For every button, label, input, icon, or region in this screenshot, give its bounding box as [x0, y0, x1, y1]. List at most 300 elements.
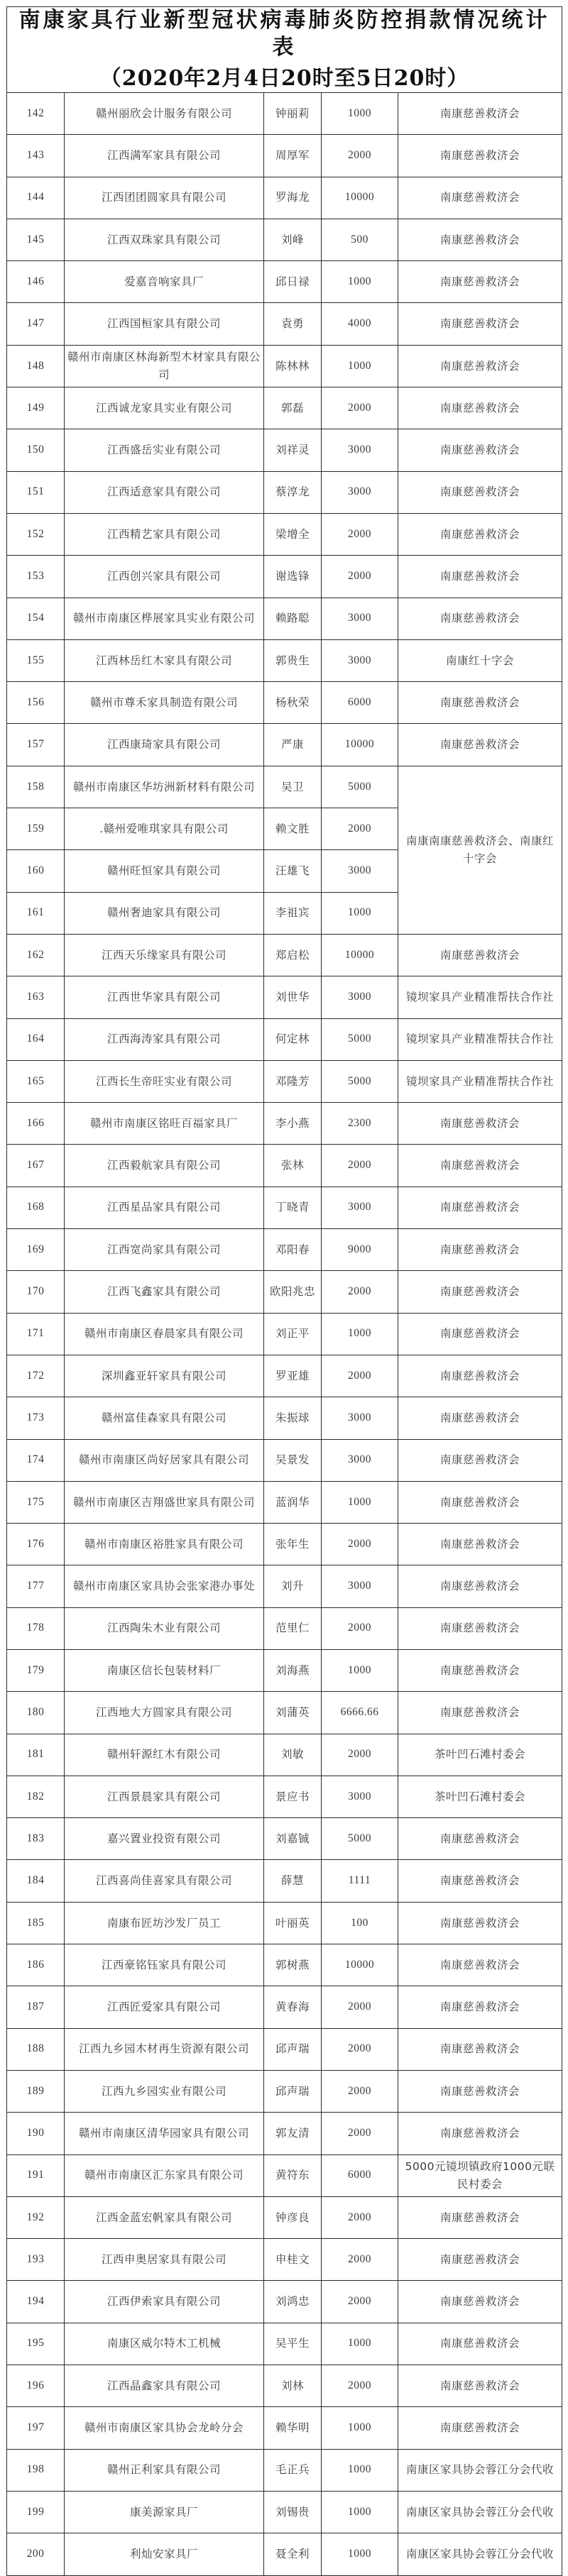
row-number-cell: 170 — [7, 1271, 65, 1313]
donation-amount-cell: 3000 — [322, 429, 398, 471]
row-number-cell: 167 — [7, 1145, 65, 1187]
recipient-cell: 南康慈善救济会 — [398, 2407, 562, 2449]
table-row — [7, 429, 562, 471]
row-number-cell: 144 — [7, 177, 65, 219]
recipient-cell: 南康慈善救济会 — [398, 1818, 562, 1860]
donation-amount-cell: 9000 — [322, 1229, 398, 1271]
donation-amount-cell: 10000 — [322, 724, 398, 766]
donor-name-cell: 景应书 — [264, 1776, 322, 1817]
row-number-cell: 185 — [7, 1902, 65, 1944]
donation-amount-cell: 2000 — [322, 2239, 398, 2281]
row-number-cell: 166 — [7, 1103, 65, 1145]
recipient-cell: 南康慈善救济会 — [398, 1986, 562, 2028]
donation-amount-cell: 2000 — [322, 513, 398, 555]
donation-amount-cell: 3000 — [322, 976, 398, 1018]
recipient-cell: 南康慈善救济会 — [398, 1944, 562, 1986]
recipient-cell: 南康区家具协会蓉江分会代收 — [398, 2533, 562, 2575]
table-row — [7, 1902, 562, 1944]
table-row — [7, 766, 562, 808]
row-number-cell: 151 — [7, 471, 65, 513]
table-row — [7, 345, 562, 387]
row-number-cell: 155 — [7, 639, 65, 681]
table-row — [7, 1103, 562, 1145]
donor-name-cell: 聂全利 — [264, 2533, 322, 2575]
donor-name-cell: 谢选锋 — [264, 556, 322, 598]
company-name-cell: 江西豪铭钰家具有限公司 — [65, 1944, 264, 1986]
donor-name-cell: 刘嘉铖 — [264, 1818, 322, 1860]
row-number-cell: 157 — [7, 724, 65, 766]
donation-amount-cell: 2000 — [322, 1271, 398, 1313]
donor-name-cell: 严康 — [264, 724, 322, 766]
donation-amount-cell: 1000 — [322, 2407, 398, 2449]
table-row — [7, 1944, 562, 1986]
donor-name-cell: 刘蒲英 — [264, 1692, 322, 1734]
recipient-cell: 镜坝家具产业精准帮扶合作社 — [398, 1060, 562, 1102]
donor-name-cell: 刘海燕 — [264, 1649, 322, 1691]
donor-name-cell: 赖文胜 — [264, 808, 322, 850]
donation-amount-cell: 5000 — [322, 1018, 398, 1060]
title-row — [7, 7, 562, 93]
company-name-cell: 南康区威尔特木工机械 — [65, 2323, 264, 2365]
donor-name-cell: 李小燕 — [264, 1103, 322, 1145]
donation-amount-cell: 5000 — [322, 766, 398, 808]
row-number-cell: 190 — [7, 2113, 65, 2154]
recipient-cell: 南康慈善救济会 — [398, 177, 562, 219]
table-row — [7, 556, 562, 598]
recipient-cell: 南康慈善救济会 — [398, 1145, 562, 1187]
row-number-cell: 168 — [7, 1187, 65, 1228]
table-row — [7, 2196, 562, 2238]
table-row — [7, 261, 562, 303]
donor-name-cell: 刘祥灵 — [264, 429, 322, 471]
donor-name-cell: 郭贵生 — [264, 639, 322, 681]
table-row — [7, 724, 562, 766]
donor-name-cell: 杨秋荣 — [264, 682, 322, 724]
table-row — [7, 513, 562, 555]
recipient-cell: 南康慈善救济会 — [398, 2113, 562, 2154]
donor-name-cell: 薛慧 — [264, 1860, 322, 1902]
table-row — [7, 1524, 562, 1565]
company-name-cell: 赣州市南康区汇东家具有限公司 — [65, 2154, 264, 2196]
table-row — [7, 2239, 562, 2281]
table-row — [7, 2365, 562, 2407]
table-row — [7, 135, 562, 177]
table-row — [7, 177, 562, 219]
donation-amount-cell: 6666.66 — [322, 1692, 398, 1734]
recipient-cell: 茶叶凹石滩村委会 — [398, 1776, 562, 1817]
row-number-cell: 175 — [7, 1481, 65, 1523]
row-number-cell: 188 — [7, 2028, 65, 2070]
donation-amount-cell: 3000 — [322, 471, 398, 513]
company-name-cell: 江西满军家具有限公司 — [65, 135, 264, 177]
row-number-cell: 169 — [7, 1229, 65, 1271]
donation-amount-cell: 4000 — [322, 303, 398, 345]
donor-name-cell: 张年生 — [264, 1524, 322, 1565]
table-row — [7, 1060, 562, 1102]
company-name-cell: 江西海涛家具有限公司 — [65, 1018, 264, 1060]
donor-name-cell: 何定林 — [264, 1018, 322, 1060]
row-number-cell: 163 — [7, 976, 65, 1018]
recipient-cell: 南康慈善救济会 — [398, 2070, 562, 2112]
donation-amount-cell: 2000 — [322, 556, 398, 598]
table-row — [7, 303, 562, 345]
recipient-cell: 南康南康慈善救济会、南康红十字会 — [398, 766, 562, 934]
company-name-cell: 江西适意家具有限公司 — [65, 471, 264, 513]
donation-amount-cell: 5000 — [322, 1818, 398, 1860]
table-row — [7, 639, 562, 681]
recipient-cell: 南康慈善救济会 — [398, 2281, 562, 2323]
table-row — [7, 2491, 562, 2533]
donation-amount-cell: 3000 — [322, 639, 398, 681]
donor-name-cell: 邱声瑞 — [264, 2070, 322, 2112]
donor-name-cell: 钟彦良 — [264, 2196, 322, 2238]
donor-name-cell: 刘升 — [264, 1565, 322, 1607]
row-number-cell: 187 — [7, 1986, 65, 2028]
recipient-cell: 南康慈善救济会 — [398, 1860, 562, 1902]
table-row — [7, 219, 562, 260]
recipient-cell: 南康慈善救济会 — [398, 345, 562, 387]
table-row — [7, 1187, 562, 1228]
table-row — [7, 1818, 562, 1860]
donation-amount-cell: 3000 — [322, 1397, 398, 1439]
table-row — [7, 598, 562, 639]
company-name-cell: .赣州爱唯琪家具有限公司 — [65, 808, 264, 850]
title-cell — [7, 7, 562, 93]
donation-amount-cell: 3000 — [322, 1776, 398, 1817]
recipient-cell: 南康慈善救济会 — [398, 1649, 562, 1691]
company-name-cell: 江西陶朱木业有限公司 — [65, 1607, 264, 1649]
recipient-cell: 南康慈善救济会 — [398, 1439, 562, 1481]
row-number-cell: 181 — [7, 1734, 65, 1776]
donation-amount-cell: 3000 — [322, 1565, 398, 1607]
row-number-cell: 176 — [7, 1524, 65, 1565]
table-row — [7, 1481, 562, 1523]
donor-name-cell: 张林 — [264, 1145, 322, 1187]
table-row — [7, 471, 562, 513]
recipient-cell: 南康慈善救济会 — [398, 387, 562, 429]
recipient-cell: 南康慈善救济会 — [398, 1692, 562, 1734]
company-name-cell: 爱嘉音响家具厂 — [65, 261, 264, 303]
recipient-cell: 南康慈善救济会 — [398, 598, 562, 639]
donation-amount-cell: 3000 — [322, 850, 398, 892]
company-name-cell: 江西团团圆家具有限公司 — [65, 177, 264, 219]
recipient-cell: 南康慈善救济会 — [398, 1187, 562, 1228]
donation-amount-cell: 1000 — [322, 2323, 398, 2365]
table-row — [7, 1734, 562, 1776]
table-row — [7, 387, 562, 429]
table-row — [7, 2407, 562, 2449]
recipient-cell: 南康慈善救济会 — [398, 471, 562, 513]
recipient-cell: 南康慈善救济会 — [398, 1313, 562, 1355]
row-number-cell: 154 — [7, 598, 65, 639]
company-name-cell: 赣州轩源红木有限公司 — [65, 1734, 264, 1776]
table-row — [7, 1860, 562, 1902]
donor-name-cell: 刘鸿忠 — [264, 2281, 322, 2323]
donor-name-cell: 叶丽英 — [264, 1902, 322, 1944]
donor-name-cell: 邱日禄 — [264, 261, 322, 303]
row-number-cell: 183 — [7, 1818, 65, 1860]
table-row — [7, 1986, 562, 2028]
recipient-cell: 镜坝家具产业精准帮扶合作社 — [398, 1018, 562, 1060]
donation-amount-cell: 2000 — [322, 2196, 398, 2238]
donor-name-cell: 刘正平 — [264, 1313, 322, 1355]
recipient-cell: 南康慈善救济会 — [398, 2365, 562, 2407]
recipient-cell: 南康慈善救济会 — [398, 1607, 562, 1649]
company-name-cell: 江西天乐缘家具有限公司 — [65, 934, 264, 976]
company-name-cell: 江西伊索家具有限公司 — [65, 2281, 264, 2323]
donation-amount-cell: 10000 — [322, 177, 398, 219]
donation-amount-cell: 1000 — [322, 1313, 398, 1355]
company-name-cell: 赣州市南康区家具协会龙岭分会 — [65, 2407, 264, 2449]
row-number-cell: 179 — [7, 1649, 65, 1691]
company-name-cell: 利灿安家具厂 — [65, 2533, 264, 2575]
donation-amount-cell: 6000 — [322, 2154, 398, 2196]
donation-amount-cell: 1000 — [322, 261, 398, 303]
table-row — [7, 1649, 562, 1691]
company-name-cell: 江西创兴家具有限公司 — [65, 556, 264, 598]
recipient-cell: 南康慈善救济会 — [398, 2028, 562, 2070]
recipient-cell: 南康慈善救济会 — [398, 261, 562, 303]
donation-amount-cell: 2000 — [322, 2070, 398, 2112]
donor-name-cell: 郭树燕 — [264, 1944, 322, 1986]
recipient-cell: 南康慈善救济会 — [398, 429, 562, 471]
table-row — [7, 1776, 562, 1817]
company-name-cell: 江西双珠家具有限公司 — [65, 219, 264, 260]
company-name-cell: 江西申奥居家具有限公司 — [65, 2239, 264, 2281]
table-row — [7, 1397, 562, 1439]
table-row — [7, 93, 562, 135]
table-row — [7, 1018, 562, 1060]
donor-name-cell: 黄符东 — [264, 2154, 322, 2196]
donor-name-cell: 朱振球 — [264, 1397, 322, 1439]
table-row — [7, 1565, 562, 1607]
company-name-cell: 赣州富佳森家具有限公司 — [65, 1397, 264, 1439]
donor-name-cell: 刘锡贵 — [264, 2491, 322, 2533]
donation-amount-cell: 1000 — [322, 2449, 398, 2491]
donation-amount-cell: 2000 — [322, 2365, 398, 2407]
row-number-cell: 178 — [7, 1607, 65, 1649]
recipient-cell: 南康慈善救济会 — [398, 1355, 562, 1397]
donation-amount-cell: 3000 — [322, 1187, 398, 1228]
company-name-cell: 赣州奢迪家具有限公司 — [65, 892, 264, 934]
company-name-cell: 赣州市南康区裕胜家具有限公司 — [65, 1524, 264, 1565]
donor-name-cell: 郑启松 — [264, 934, 322, 976]
donor-name-cell: 申桂文 — [264, 2239, 322, 2281]
table-row — [7, 2449, 562, 2491]
donor-name-cell: 毛正兵 — [264, 2449, 322, 2491]
donor-name-cell: 吴卫 — [264, 766, 322, 808]
company-name-cell: 南康布匠坊沙发厂员工 — [65, 1902, 264, 1944]
company-name-cell: 深圳鑫亚轩家具有限公司 — [65, 1355, 264, 1397]
company-name-cell: 江西盛岳实业有限公司 — [65, 429, 264, 471]
donation-amount-cell: 2300 — [322, 1103, 398, 1145]
row-number-cell: 194 — [7, 2281, 65, 2323]
table-row — [7, 2281, 562, 2323]
donation-amount-cell: 2000 — [322, 387, 398, 429]
row-number-cell: 199 — [7, 2491, 65, 2533]
donor-name-cell: 郭磊 — [264, 387, 322, 429]
donation-amount-cell: 1000 — [322, 1481, 398, 1523]
company-name-cell: 江西匠爱家具有限公司 — [65, 1986, 264, 2028]
recipient-cell: 南康红十字会 — [398, 639, 562, 681]
company-name-cell: 赣州正利家具有限公司 — [65, 2449, 264, 2491]
donor-name-cell: 钟丽莉 — [264, 93, 322, 135]
company-name-cell: 赣州市南康区吉翔盛世家具有限公司 — [65, 1481, 264, 1523]
table-row — [7, 976, 562, 1018]
company-name-cell: 江西飞鑫家具有限公司 — [65, 1271, 264, 1313]
row-number-cell: 173 — [7, 1397, 65, 1439]
donation-table — [6, 6, 562, 2576]
recipient-cell: 南康慈善救济会 — [398, 2196, 562, 2238]
row-number-cell: 193 — [7, 2239, 65, 2281]
donation-amount-cell: 2000 — [322, 1145, 398, 1187]
recipient-cell: 南康慈善救济会 — [398, 1481, 562, 1523]
row-number-cell: 174 — [7, 1439, 65, 1481]
table-row — [7, 682, 562, 724]
donation-amount-cell: 2000 — [322, 1524, 398, 1565]
row-number-cell: 145 — [7, 219, 65, 260]
company-name-cell: 江西晶鑫家具有限公司 — [65, 2365, 264, 2407]
donor-name-cell: 刘林 — [264, 2365, 322, 2407]
donor-name-cell: 周厚军 — [264, 135, 322, 177]
donation-amount-cell: 2000 — [322, 2028, 398, 2070]
donor-name-cell: 丁晓青 — [264, 1187, 322, 1228]
row-number-cell: 148 — [7, 345, 65, 387]
donation-amount-cell: 1000 — [322, 93, 398, 135]
row-number-cell: 164 — [7, 1018, 65, 1060]
recipient-cell: 南康慈善救济会 — [398, 1565, 562, 1607]
donation-amount-cell: 2000 — [322, 1355, 398, 1397]
row-number-cell: 158 — [7, 766, 65, 808]
donation-amount-cell: 2000 — [322, 135, 398, 177]
row-number-cell: 143 — [7, 135, 65, 177]
recipient-cell: 南康慈善救济会 — [398, 93, 562, 135]
donor-name-cell: 郭友清 — [264, 2113, 322, 2154]
table-row — [7, 2113, 562, 2154]
donor-name-cell: 邓隆芳 — [264, 1060, 322, 1102]
company-name-cell: 赣州市南康区家具协会张家港办事处 — [65, 1565, 264, 1607]
recipient-cell: 南康区家具协会蓉江分会代收 — [398, 2491, 562, 2533]
donor-name-cell: 赖路聪 — [264, 598, 322, 639]
row-number-cell: 171 — [7, 1313, 65, 1355]
table-row — [7, 1145, 562, 1187]
donor-name-cell: 欧阳兆忠 — [264, 1271, 322, 1313]
row-number-cell: 186 — [7, 1944, 65, 1986]
company-name-cell: 赣州市南康区春晨家具有限公司 — [65, 1313, 264, 1355]
donor-name-cell: 邱声瑞 — [264, 2028, 322, 2070]
recipient-cell: 南康慈善救济会 — [398, 303, 562, 345]
company-name-cell: 江西地大方圆家具有限公司 — [65, 1692, 264, 1734]
donor-name-cell: 吴平生 — [264, 2323, 322, 2365]
donation-amount-cell: 1000 — [322, 2491, 398, 2533]
row-number-cell: 149 — [7, 387, 65, 429]
table-row — [7, 1692, 562, 1734]
company-name-cell: 赣州市南康区铭旺百福家具厂 — [65, 1103, 264, 1145]
donation-amount-cell: 1111 — [322, 1860, 398, 1902]
donation-amount-cell: 2000 — [322, 2113, 398, 2154]
table-row — [7, 1439, 562, 1481]
donor-name-cell: 罗亚雄 — [264, 1355, 322, 1397]
recipient-cell: 南康慈善救济会 — [398, 1271, 562, 1313]
donation-amount-cell: 100 — [322, 1902, 398, 1944]
recipient-cell: 南康慈善救济会 — [398, 135, 562, 177]
row-number-cell: 165 — [7, 1060, 65, 1102]
row-number-cell: 160 — [7, 850, 65, 892]
donor-name-cell: 黄春海 — [264, 1986, 322, 2028]
row-number-cell: 191 — [7, 2154, 65, 2196]
company-name-cell: 江西诚龙家具实业有限公司 — [65, 387, 264, 429]
company-name-cell: 江西长生帝旺实业有限公司 — [65, 1060, 264, 1102]
company-name-cell: 赣州市南康区清华园家具有限公司 — [65, 2113, 264, 2154]
donation-sheet — [6, 6, 562, 2576]
document-title: 南康家具行业新型冠状病毒肺炎防控捐款情况统计表 — [18, 8, 550, 60]
recipient-cell: 南康慈善救济会 — [398, 2323, 562, 2365]
company-name-cell: 江西康琦家具有限公司 — [65, 724, 264, 766]
recipient-cell: 南康慈善救济会 — [398, 1524, 562, 1565]
donor-name-cell: 邓阳春 — [264, 1229, 322, 1271]
table-row — [7, 2323, 562, 2365]
donor-name-cell: 梁增全 — [264, 513, 322, 555]
table-row — [7, 1313, 562, 1355]
donor-name-cell: 赖华明 — [264, 2407, 322, 2449]
row-number-cell: 172 — [7, 1355, 65, 1397]
donation-amount-cell: 3000 — [322, 1439, 398, 1481]
company-name-cell: 江西九乡园实业有限公司 — [65, 2070, 264, 2112]
recipient-cell: 南康慈善救济会 — [398, 1397, 562, 1439]
company-name-cell: 赣州市南康区华坊洲新材料有限公司 — [65, 766, 264, 808]
row-number-cell: 180 — [7, 1692, 65, 1734]
row-number-cell: 142 — [7, 93, 65, 135]
row-number-cell: 182 — [7, 1776, 65, 1817]
company-name-cell: 江西喜尚佳喜家具有限公司 — [65, 1860, 264, 1902]
donation-amount-cell: 2000 — [322, 1986, 398, 2028]
table-row — [7, 1229, 562, 1271]
recipient-cell: 南康慈善救济会 — [398, 513, 562, 555]
row-number-cell: 153 — [7, 556, 65, 598]
company-name-cell: 江西九乡园木材再生资源有限公司 — [65, 2028, 264, 2070]
donation-amount-cell: 1000 — [322, 1649, 398, 1691]
donor-name-cell: 袁勇 — [264, 303, 322, 345]
donation-amount-cell: 1000 — [322, 345, 398, 387]
row-number-cell: 196 — [7, 2365, 65, 2407]
donation-amount-cell: 1000 — [322, 892, 398, 934]
donor-name-cell: 蓝润华 — [264, 1481, 322, 1523]
donation-amount-cell: 2000 — [322, 1734, 398, 1776]
donation-amount-cell: 2000 — [322, 2281, 398, 2323]
recipient-cell: 南康慈善救济会 — [398, 219, 562, 260]
company-name-cell: 赣州旺恒家具有限公司 — [65, 850, 264, 892]
row-number-cell: 189 — [7, 2070, 65, 2112]
donor-name-cell: 范里仁 — [264, 1607, 322, 1649]
table-row — [7, 2028, 562, 2070]
donation-amount-cell: 6000 — [322, 682, 398, 724]
recipient-cell: 南康慈善救济会 — [398, 1229, 562, 1271]
table-row — [7, 1607, 562, 1649]
row-number-cell: 177 — [7, 1565, 65, 1607]
donor-name-cell: 陈林林 — [264, 345, 322, 387]
donor-name-cell: 刘峰 — [264, 219, 322, 260]
row-number-cell: 146 — [7, 261, 65, 303]
recipient-cell: 南康慈善救济会 — [398, 1103, 562, 1145]
donor-name-cell: 吴景发 — [264, 1439, 322, 1481]
row-number-cell: 161 — [7, 892, 65, 934]
donation-amount-cell: 1000 — [322, 2533, 398, 2575]
row-number-cell: 159 — [7, 808, 65, 850]
company-name-cell: 赣州市尊禾家具制造有限公司 — [65, 682, 264, 724]
donor-name-cell: 罗海龙 — [264, 177, 322, 219]
donation-amount-cell: 10000 — [322, 934, 398, 976]
donor-name-cell: 刘敏 — [264, 1734, 322, 1776]
